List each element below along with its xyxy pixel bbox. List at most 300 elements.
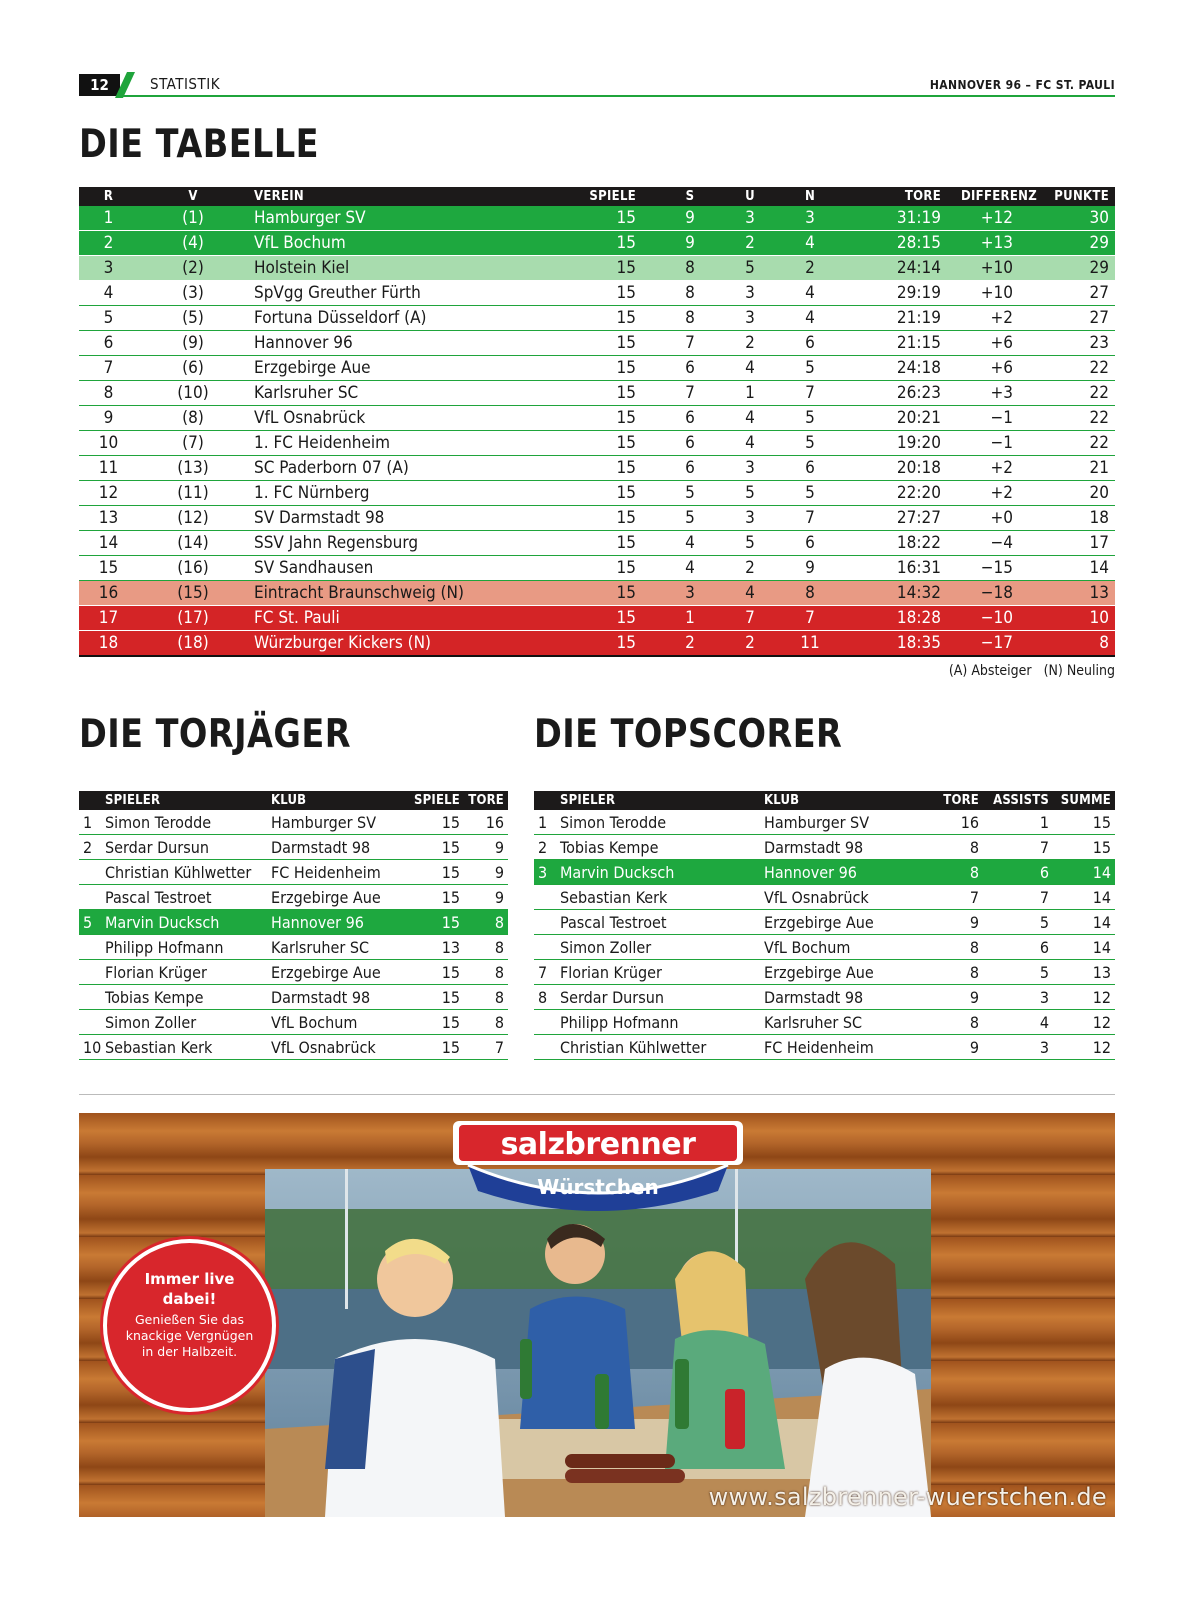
torjaeger-cell-spieler: Pascal Testroet <box>101 885 267 910</box>
cell-s: 7 <box>660 381 720 406</box>
cell-v: (18) <box>138 631 248 657</box>
cell-tore: 18:35 <box>840 631 955 657</box>
topscorer-row <box>534 1035 1115 1060</box>
league-table <box>79 187 1115 657</box>
cell-v: (17) <box>138 606 248 631</box>
col-header-spiele: SPIELE <box>513 187 660 206</box>
cell-s: 7 <box>660 331 720 356</box>
torjaeger-cell-tore: 7 <box>464 1035 508 1060</box>
torjaeger-cell-tore: 8 <box>464 935 508 960</box>
cell-tore: 26:23 <box>840 381 955 406</box>
cell-tore: 29:19 <box>840 281 955 306</box>
cell-n: 8 <box>780 581 840 606</box>
ad-url-link[interactable]: www.salzbrenner-wuerstchen.de <box>708 1483 1107 1511</box>
topscorer-cell-klub: VfL Bochum <box>760 935 914 960</box>
topscorer-cell-rank <box>534 935 556 960</box>
topscorer-cell-spieler: Marvin Ducksch <box>556 860 760 885</box>
cell-s: 3 <box>660 581 720 606</box>
topscorer-cell-tore: 8 <box>914 960 983 985</box>
people-eating-illustration <box>265 1169 931 1517</box>
cell-punkte: 13 <box>1035 581 1115 606</box>
cell-n: 7 <box>780 606 840 631</box>
cell-r: 10 <box>79 431 138 456</box>
cell-punkte: 30 <box>1035 206 1115 231</box>
cell-n: 7 <box>780 506 840 531</box>
torjaeger-cell-spiele: 15 <box>408 860 464 885</box>
cell-u: 4 <box>720 581 780 606</box>
cell-s: 6 <box>660 456 720 481</box>
cell-punkte: 27 <box>1035 306 1115 331</box>
cell-r: 9 <box>79 406 138 431</box>
cell-s: 6 <box>660 406 720 431</box>
cell-r: 18 <box>79 631 138 657</box>
topscorer-cell-summe: 13 <box>1053 960 1115 985</box>
cell-spiele: 15 <box>513 481 660 506</box>
cell-s: 6 <box>660 356 720 381</box>
cell-verein: Karlsruher SC <box>248 381 513 406</box>
col-header-r: R <box>79 187 138 206</box>
cell-punkte: 22 <box>1035 431 1115 456</box>
topscorer-row <box>534 835 1115 860</box>
topscorer-cell-summe: 12 <box>1053 1035 1115 1060</box>
torjaeger-cell-rank: 1 <box>79 810 101 835</box>
cell-tore: 18:28 <box>840 606 955 631</box>
topscorer-cell-assists: 3 <box>983 1035 1053 1060</box>
cell-verein: Erzgebirge Aue <box>248 356 513 381</box>
topscorer-cell-klub: Hannover 96 <box>760 860 914 885</box>
cell-verein: VfL Osnabrück <box>248 406 513 431</box>
torjaeger-cell-spieler: Marvin Ducksch <box>101 910 267 935</box>
cell-differenz: +10 <box>955 281 1035 306</box>
table-row <box>79 556 1115 581</box>
topscorer-cell-spieler: Pascal Testroet <box>556 910 760 935</box>
cell-u: 3 <box>720 281 780 306</box>
cell-spiele: 15 <box>513 506 660 531</box>
torjaeger-col-spieler: SPIELER <box>101 791 267 810</box>
cell-differenz: +6 <box>955 356 1035 381</box>
topscorer-cell-summe: 14 <box>1053 885 1115 910</box>
torjaeger-col-rank <box>79 791 101 810</box>
section-divider <box>79 1094 1115 1095</box>
topscorer-cell-klub: Erzgebirge Aue <box>760 910 914 935</box>
torjaeger-cell-klub: Erzgebirge Aue <box>267 885 408 910</box>
torjaeger-header <box>79 791 508 810</box>
cell-tore: 24:14 <box>840 256 955 281</box>
torjaeger-cell-tore: 9 <box>464 835 508 860</box>
cell-differenz: −15 <box>955 556 1035 581</box>
table-row <box>79 456 1115 481</box>
topscorer-cell-assists: 5 <box>983 960 1053 985</box>
torjaeger-col-tore: TORE <box>464 791 508 810</box>
table-row <box>79 506 1115 531</box>
torjaeger-cell-spiele: 15 <box>408 910 464 935</box>
cell-tore: 22:20 <box>840 481 955 506</box>
col-header-u: U <box>720 187 780 206</box>
torjaeger-title: DIE TORJÄGER <box>79 712 352 757</box>
topscorer-cell-assists: 6 <box>983 860 1053 885</box>
torjaeger-cell-klub: Darmstadt 98 <box>267 985 408 1010</box>
torjaeger-row <box>79 935 508 960</box>
ad-badge <box>103 1239 276 1412</box>
cell-v: (6) <box>138 356 248 381</box>
cell-punkte: 14 <box>1035 556 1115 581</box>
topscorer-cell-rank: 3 <box>534 860 556 885</box>
cell-n: 5 <box>780 406 840 431</box>
torjaeger-cell-spieler: Florian Krüger <box>101 960 267 985</box>
topscorer-cell-assists: 4 <box>983 1010 1053 1035</box>
cell-v: (8) <box>138 406 248 431</box>
cell-v: (9) <box>138 331 248 356</box>
torjaeger-row <box>79 1035 508 1060</box>
cell-n: 11 <box>780 631 840 657</box>
cell-u: 5 <box>720 481 780 506</box>
cell-verein: Fortuna Düsseldorf (A) <box>248 306 513 331</box>
cell-differenz: +0 <box>955 506 1035 531</box>
cell-punkte: 18 <box>1035 506 1115 531</box>
cell-u: 7 <box>720 606 780 631</box>
cell-v: (2) <box>138 256 248 281</box>
cell-r: 6 <box>79 331 138 356</box>
torjaeger-cell-spieler: Sebastian Kerk <box>101 1035 267 1060</box>
cell-punkte: 17 <box>1035 531 1115 556</box>
cell-u: 3 <box>720 306 780 331</box>
topscorer-cell-klub: Hamburger SV <box>760 810 914 835</box>
cell-differenz: −1 <box>955 431 1035 456</box>
torjaeger-row <box>79 1010 508 1035</box>
table-row <box>79 306 1115 331</box>
topscorer-cell-summe: 12 <box>1053 985 1115 1010</box>
cell-n: 2 <box>780 256 840 281</box>
topscorer-col-tore: TORE <box>914 791 983 810</box>
cell-verein: SSV Jahn Regensburg <box>248 531 513 556</box>
cell-v: (14) <box>138 531 248 556</box>
topscorer-cell-assists: 1 <box>983 810 1053 835</box>
cell-u: 4 <box>720 406 780 431</box>
cell-r: 5 <box>79 306 138 331</box>
cell-v: (12) <box>138 506 248 531</box>
cell-s: 4 <box>660 531 720 556</box>
torjaeger-cell-rank <box>79 860 101 885</box>
cell-s: 9 <box>660 206 720 231</box>
topscorer-cell-summe: 14 <box>1053 935 1115 960</box>
ad-product: Würstchen <box>537 1175 659 1199</box>
topscorer-col-assists: ASSISTS <box>983 791 1053 810</box>
cell-tore: 20:18 <box>840 456 955 481</box>
cell-spiele: 15 <box>513 556 660 581</box>
cell-u: 1 <box>720 381 780 406</box>
cell-r: 14 <box>79 531 138 556</box>
topscorer-cell-klub: Darmstadt 98 <box>760 985 914 1010</box>
cell-s: 5 <box>660 506 720 531</box>
table-row <box>79 606 1115 631</box>
table-row <box>79 581 1115 606</box>
cell-u: 3 <box>720 506 780 531</box>
torjaeger-row <box>79 885 508 910</box>
col-header-n: N <box>780 187 840 206</box>
topscorer-row <box>534 1010 1115 1035</box>
cell-n: 6 <box>780 531 840 556</box>
torjaeger-cell-klub: Darmstadt 98 <box>267 835 408 860</box>
topscorer-cell-summe: 14 <box>1053 860 1115 885</box>
cell-v: (10) <box>138 381 248 406</box>
col-header-punkte: PUNKTE <box>1035 187 1115 206</box>
torjaeger-cell-tore: 8 <box>464 960 508 985</box>
cell-spiele: 15 <box>513 631 660 657</box>
cell-differenz: −1 <box>955 406 1035 431</box>
cell-n: 7 <box>780 381 840 406</box>
cell-r: 4 <box>79 281 138 306</box>
torjaeger-cell-spiele: 15 <box>408 985 464 1010</box>
salzbrenner-ad[interactable] <box>79 1113 1115 1517</box>
cell-u: 2 <box>720 331 780 356</box>
table-row <box>79 206 1115 231</box>
cell-r: 15 <box>79 556 138 581</box>
torjaeger-cell-spiele: 15 <box>408 1035 464 1060</box>
topscorer-col-klub: KLUB <box>760 791 914 810</box>
cell-v: (15) <box>138 581 248 606</box>
cell-n: 9 <box>780 556 840 581</box>
cell-n: 6 <box>780 331 840 356</box>
table-row <box>79 481 1115 506</box>
table-row <box>79 431 1115 456</box>
cell-tore: 21:15 <box>840 331 955 356</box>
cell-differenz: −10 <box>955 606 1035 631</box>
topscorer-cell-tore: 8 <box>914 935 983 960</box>
topscorer-cell-rank <box>534 1035 556 1060</box>
torjaeger-cell-tore: 9 <box>464 885 508 910</box>
badge-headline: Immer live dabei! <box>144 1270 235 1308</box>
topscorer-cell-summe: 14 <box>1053 910 1115 935</box>
cell-spiele: 15 <box>513 206 660 231</box>
cell-verein: FC St. Pauli <box>248 606 513 631</box>
cell-n: 4 <box>780 231 840 256</box>
cell-v: (4) <box>138 231 248 256</box>
cell-differenz: +12 <box>955 206 1035 231</box>
table-row <box>79 256 1115 281</box>
torjaeger-col-spiele: SPIELE <box>408 791 464 810</box>
torjaeger-cell-spieler: Christian Kühlwetter <box>101 860 267 885</box>
col-header-v: V <box>138 187 248 206</box>
topscorer-row <box>534 885 1115 910</box>
cell-spiele: 15 <box>513 306 660 331</box>
topscorer-cell-klub: Erzgebirge Aue <box>760 960 914 985</box>
topscorer-cell-tore: 8 <box>914 1010 983 1035</box>
table-row <box>79 381 1115 406</box>
cell-n: 6 <box>780 456 840 481</box>
table-row <box>79 356 1115 381</box>
topscorer-cell-tore: 9 <box>914 985 983 1010</box>
cell-u: 2 <box>720 556 780 581</box>
torjaeger-cell-rank <box>79 885 101 910</box>
torjaeger-cell-klub: Erzgebirge Aue <box>267 960 408 985</box>
cell-punkte: 20 <box>1035 481 1115 506</box>
topscorer-cell-rank <box>534 885 556 910</box>
col-header-differenz: DIFFERENZ <box>955 187 1035 206</box>
torjaeger-cell-klub: VfL Osnabrück <box>267 1035 408 1060</box>
topscorer-cell-rank <box>534 1010 556 1035</box>
cell-punkte: 27 <box>1035 281 1115 306</box>
topscorer-cell-summe: 12 <box>1053 1010 1115 1035</box>
cell-differenz: +10 <box>955 256 1035 281</box>
cell-verein: SV Sandhausen <box>248 556 513 581</box>
torjaeger-table <box>79 791 508 1060</box>
cell-s: 8 <box>660 281 720 306</box>
cell-spiele: 15 <box>513 381 660 406</box>
col-header-tore: TORE <box>840 187 955 206</box>
cell-verein: 1. FC Heidenheim <box>248 431 513 456</box>
topscorer-cell-tore: 7 <box>914 885 983 910</box>
torjaeger-cell-rank <box>79 935 101 960</box>
topscorer-cell-rank: 8 <box>534 985 556 1010</box>
torjaeger-cell-rank <box>79 985 101 1010</box>
cell-verein: SV Darmstadt 98 <box>248 506 513 531</box>
cell-tore: 19:20 <box>840 431 955 456</box>
table-row <box>79 531 1115 556</box>
cell-punkte: 23 <box>1035 331 1115 356</box>
topscorer-cell-klub: Karlsruher SC <box>760 1010 914 1035</box>
topscorer-cell-spieler: Tobias Kempe <box>556 835 760 860</box>
ad-brand: salzbrenner <box>500 1127 696 1162</box>
cell-v: (16) <box>138 556 248 581</box>
table-row <box>79 406 1115 431</box>
torjaeger-cell-tore: 9 <box>464 860 508 885</box>
cell-verein: Würzburger Kickers (N) <box>248 631 513 657</box>
cell-s: 6 <box>660 431 720 456</box>
topscorer-cell-assists: 5 <box>983 910 1053 935</box>
cell-s: 8 <box>660 256 720 281</box>
cell-differenz: +3 <box>955 381 1035 406</box>
torjaeger-cell-spieler: Serdar Dursun <box>101 835 267 860</box>
cell-n: 4 <box>780 281 840 306</box>
cell-u: 2 <box>720 231 780 256</box>
topscorer-col-spieler: SPIELER <box>556 791 760 810</box>
cell-r: 16 <box>79 581 138 606</box>
cell-differenz: +2 <box>955 481 1035 506</box>
cell-s: 1 <box>660 606 720 631</box>
topscorer-cell-klub: Darmstadt 98 <box>760 835 914 860</box>
topscorer-cell-klub: FC Heidenheim <box>760 1035 914 1060</box>
torjaeger-row <box>79 860 508 885</box>
cell-u: 5 <box>720 256 780 281</box>
col-header-s: S <box>660 187 720 206</box>
topscorer-cell-rank: 2 <box>534 835 556 860</box>
torjaeger-cell-klub: Hannover 96 <box>267 910 408 935</box>
cell-punkte: 29 <box>1035 231 1115 256</box>
cell-s: 9 <box>660 231 720 256</box>
torjaeger-row <box>79 910 508 935</box>
cell-differenz: −4 <box>955 531 1035 556</box>
topscorer-cell-spieler: Christian Kühlwetter <box>556 1035 760 1060</box>
header-rule <box>120 95 1115 97</box>
cell-s: 2 <box>660 631 720 657</box>
cell-spiele: 15 <box>513 456 660 481</box>
cell-u: 4 <box>720 356 780 381</box>
topscorer-header <box>534 791 1115 810</box>
cell-verein: Holstein Kiel <box>248 256 513 281</box>
table-row <box>79 281 1115 306</box>
cell-verein: Hannover 96 <box>248 331 513 356</box>
topscorer-cell-assists: 7 <box>983 835 1053 860</box>
cell-spiele: 15 <box>513 256 660 281</box>
cell-v: (5) <box>138 306 248 331</box>
cell-r: 7 <box>79 356 138 381</box>
cell-differenz: +6 <box>955 331 1035 356</box>
cell-r: 2 <box>79 231 138 256</box>
torjaeger-cell-tore: 16 <box>464 810 508 835</box>
cell-verein: Hamburger SV <box>248 206 513 231</box>
topscorer-cell-tore: 9 <box>914 910 983 935</box>
cell-v: (3) <box>138 281 248 306</box>
torjaeger-cell-rank: 5 <box>79 910 101 935</box>
cell-tore: 27:27 <box>840 506 955 531</box>
cell-v: (13) <box>138 456 248 481</box>
topscorer-row <box>534 810 1115 835</box>
topscorer-cell-spieler: Simon Terodde <box>556 810 760 835</box>
topscorer-cell-rank: 7 <box>534 960 556 985</box>
torjaeger-cell-klub: Hamburger SV <box>267 810 408 835</box>
cell-n: 4 <box>780 306 840 331</box>
torjaeger-cell-spieler: Simon Zoller <box>101 1010 267 1035</box>
torjaeger-cell-klub: VfL Bochum <box>267 1010 408 1035</box>
cell-spiele: 15 <box>513 531 660 556</box>
cell-u: 5 <box>720 531 780 556</box>
topscorer-cell-spieler: Simon Zoller <box>556 935 760 960</box>
torjaeger-row <box>79 835 508 860</box>
torjaeger-cell-tore: 8 <box>464 1010 508 1035</box>
topscorer-row <box>534 960 1115 985</box>
topscorer-cell-summe: 15 <box>1053 810 1115 835</box>
torjaeger-cell-spiele: 15 <box>408 1010 464 1035</box>
cell-differenz: −17 <box>955 631 1035 657</box>
topscorer-title: DIE TOPSCORER <box>534 712 843 757</box>
cell-r: 11 <box>79 456 138 481</box>
cell-s: 5 <box>660 481 720 506</box>
torjaeger-cell-rank <box>79 960 101 985</box>
torjaeger-cell-spiele: 15 <box>408 960 464 985</box>
cell-punkte: 22 <box>1035 381 1115 406</box>
cell-u: 3 <box>720 206 780 231</box>
topscorer-cell-spieler: Florian Krüger <box>556 960 760 985</box>
torjaeger-cell-rank: 10 <box>79 1035 101 1060</box>
cell-u: 3 <box>720 456 780 481</box>
cell-verein: SpVgg Greuther Fürth <box>248 281 513 306</box>
topscorer-col-rank <box>534 791 556 810</box>
cell-punkte: 22 <box>1035 406 1115 431</box>
cell-punkte: 10 <box>1035 606 1115 631</box>
cell-punkte: 22 <box>1035 356 1115 381</box>
table-row <box>79 331 1115 356</box>
cell-r: 8 <box>79 381 138 406</box>
torjaeger-cell-spieler: Tobias Kempe <box>101 985 267 1010</box>
cell-verein: VfL Bochum <box>248 231 513 256</box>
topscorer-cell-tore: 8 <box>914 860 983 885</box>
cell-punkte: 21 <box>1035 456 1115 481</box>
cell-spiele: 15 <box>513 231 660 256</box>
topscorer-row <box>534 935 1115 960</box>
cell-spiele: 15 <box>513 431 660 456</box>
torjaeger-cell-spieler: Simon Terodde <box>101 810 267 835</box>
section-label: STATISTIK <box>150 75 221 93</box>
topscorer-row <box>534 860 1115 885</box>
cell-tore: 16:31 <box>840 556 955 581</box>
torjaeger-cell-rank <box>79 1010 101 1035</box>
torjaeger-cell-spiele: 15 <box>408 885 464 910</box>
topscorer-cell-rank <box>534 910 556 935</box>
cell-spiele: 15 <box>513 581 660 606</box>
topscorer-table <box>534 791 1115 1060</box>
torjaeger-cell-rank: 2 <box>79 835 101 860</box>
cell-spiele: 15 <box>513 406 660 431</box>
